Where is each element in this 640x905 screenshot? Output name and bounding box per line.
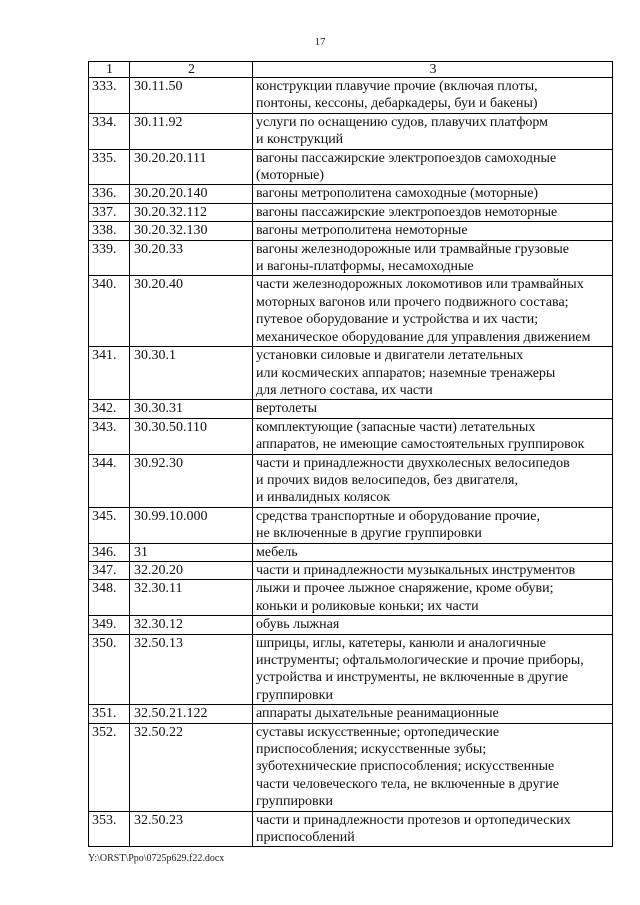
page-number: 17 (314, 36, 326, 48)
row-code: 31 (130, 543, 253, 561)
row-number: 352. (89, 723, 130, 811)
row-number: 341. (89, 347, 130, 400)
classification-table (88, 61, 613, 847)
header-col-1: 1 (89, 62, 130, 78)
table-row (89, 561, 613, 579)
row-description: вагоны метрополитена самоходные (моторные) (253, 185, 613, 203)
row-number: 333. (89, 78, 130, 114)
row-number: 340. (89, 276, 130, 347)
row-code: 30.30.31 (130, 400, 253, 418)
row-code: 30.99.10.000 (130, 507, 253, 543)
row-description: вагоны метрополитена немоторные (253, 222, 613, 240)
row-code: 32.50.22 (130, 723, 253, 811)
table-row (89, 400, 613, 418)
row-code: 30.20.32.112 (130, 203, 253, 221)
row-code: 32.50.23 (130, 811, 253, 847)
row-number: 349. (89, 616, 130, 634)
row-code: 32.50.13 (130, 634, 253, 705)
row-description: части железнодорожных локомотивов или трамвайных моторных вагонов или прочего подвижного состава; путевое оборудование и устройства и их части; механическое оборудование для управления движением (253, 276, 613, 347)
file-path-footer: Y:\ORST\Ppo\0725p629.f22.docx (88, 853, 225, 864)
row-number: 338. (89, 222, 130, 240)
header-row (89, 62, 613, 78)
table-row (89, 543, 613, 561)
row-description: конструкции плавучие прочие (включая плоты, понтоны, кессоны, дебаркадеры, буи и бакены) (253, 78, 613, 114)
table-row (89, 276, 613, 347)
row-code: 32.30.11 (130, 580, 253, 616)
row-number: 353. (89, 811, 130, 847)
row-code: 30.92.30 (130, 454, 253, 507)
row-code: 32.50.21.122 (130, 705, 253, 723)
row-number: 335. (89, 149, 130, 185)
row-number: 348. (89, 580, 130, 616)
row-description: вагоны пассажирские электропоездов немоторные (253, 203, 613, 221)
row-description: мебель (253, 543, 613, 561)
row-description: средства транспортные и оборудование прочие, не включенные в другие группировки (253, 507, 613, 543)
row-description: вертолеты (253, 400, 613, 418)
row-code: 30.11.50 (130, 78, 253, 114)
row-number: 346. (89, 543, 130, 561)
row-code: 32.30.12 (130, 616, 253, 634)
table-row (89, 705, 613, 723)
row-number: 334. (89, 113, 130, 149)
row-number: 337. (89, 203, 130, 221)
row-code: 30.20.40 (130, 276, 253, 347)
table-row (89, 347, 613, 400)
table-row (89, 811, 613, 847)
header-col-2: 2 (130, 62, 253, 78)
table-row (89, 507, 613, 543)
row-code: 30.30.1 (130, 347, 253, 400)
row-number: 351. (89, 705, 130, 723)
row-code: 32.20.20 (130, 561, 253, 579)
table-row (89, 454, 613, 507)
row-code: 30.20.20.140 (130, 185, 253, 203)
row-description: аппараты дыхательные реанимационные (253, 705, 613, 723)
row-description: лыжи и прочее лыжное снаряжение, кроме обуви; коньки и роликовые коньки; их части (253, 580, 613, 616)
table-row (89, 185, 613, 203)
row-number: 343. (89, 418, 130, 454)
table-row (89, 222, 613, 240)
table-row (89, 203, 613, 221)
row-description: установки силовые и двигатели летательных или космических аппаратов; наземные тренажеры для летного состава, их части (253, 347, 613, 400)
row-description: шприцы, иглы, катетеры, канюли и аналогичные инструменты; офтальмологические и прочие приборы, устройства и инструменты, не включенные в другие группировки (253, 634, 613, 705)
table-row (89, 78, 613, 114)
row-code: 30.20.20.111 (130, 149, 253, 185)
row-code: 30.30.50.110 (130, 418, 253, 454)
row-number: 345. (89, 507, 130, 543)
row-description: суставы искусственные; ортопедические приспособления; искусственные зубы; зуботехнические приспособления; искусственные части человеческого тела, не включенные в другие группировки (253, 723, 613, 811)
row-description: части и принадлежности двухколесных велосипедов и прочих видов велосипедов, без двигателя, и инвалидных колясок (253, 454, 613, 507)
header-col-3: 3 (253, 62, 613, 78)
row-number: 344. (89, 454, 130, 507)
row-description: вагоны железнодорожные или трамвайные грузовые и вагоны-платформы, несамоходные (253, 240, 613, 276)
table-row (89, 723, 613, 811)
row-code: 30.20.32.130 (130, 222, 253, 240)
table-body (89, 78, 613, 847)
row-code: 30.11.92 (130, 113, 253, 149)
table-row (89, 113, 613, 149)
row-number: 347. (89, 561, 130, 579)
row-number: 350. (89, 634, 130, 705)
table-row (89, 580, 613, 616)
row-description: части и принадлежности протезов и ортопедических приспособлений (253, 811, 613, 847)
table-row (89, 240, 613, 276)
row-description: части и принадлежности музыкальных инструментов (253, 561, 613, 579)
table-row (89, 418, 613, 454)
row-number: 339. (89, 240, 130, 276)
row-description: вагоны пассажирские электропоездов самоходные (моторные) (253, 149, 613, 185)
row-number: 342. (89, 400, 130, 418)
row-description: услуги по оснащению судов, плавучих платформ и конструкций (253, 113, 613, 149)
table-row (89, 616, 613, 634)
row-code: 30.20.33 (130, 240, 253, 276)
row-description: комплектующие (запасные части) летательных аппаратов, не имеющие самостоятельных группировок (253, 418, 613, 454)
table-row (89, 149, 613, 185)
row-description: обувь лыжная (253, 616, 613, 634)
table-row (89, 634, 613, 705)
row-number: 336. (89, 185, 130, 203)
